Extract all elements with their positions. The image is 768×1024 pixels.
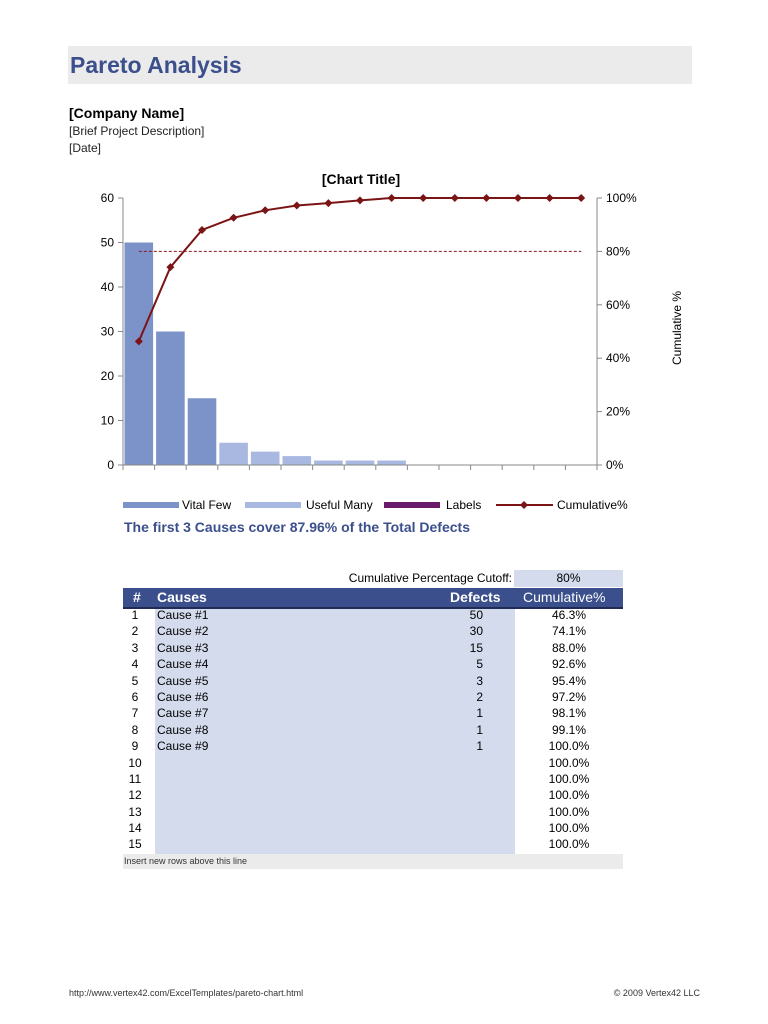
table-row bbox=[123, 673, 623, 689]
cumulative-cell: 100.0% bbox=[548, 837, 590, 852]
cutoff-label: Cumulative Percentage Cutoff: bbox=[348, 571, 512, 585]
table-row bbox=[123, 804, 623, 820]
header-num: # bbox=[133, 589, 141, 605]
legend-swatch bbox=[245, 502, 301, 508]
legend-label: Vital Few bbox=[182, 498, 232, 512]
y-tick-label: 0 bbox=[107, 458, 114, 472]
vital-few-bar bbox=[156, 332, 185, 466]
table-row bbox=[123, 820, 623, 836]
cumulative-cell: 95.4% bbox=[551, 673, 587, 688]
useful-many-bar bbox=[346, 461, 375, 465]
table-row bbox=[123, 689, 623, 705]
cumulative-point bbox=[419, 194, 427, 202]
cumulative-cell: 92.6% bbox=[551, 657, 587, 672]
defects-cell[interactable]: 15 bbox=[469, 640, 483, 655]
page-title: Pareto Analysis bbox=[70, 52, 242, 78]
cumulative-cell: 100.0% bbox=[548, 788, 590, 803]
cumulative-point bbox=[482, 194, 490, 202]
cutoff-value-cell[interactable]: 80% bbox=[514, 570, 623, 587]
cumulative-point bbox=[388, 194, 396, 202]
useful-many-bar bbox=[377, 461, 406, 465]
row-number: 8 bbox=[131, 722, 139, 737]
table-row bbox=[123, 623, 623, 639]
cumulative-point bbox=[356, 196, 364, 204]
defects-cell[interactable]: 2 bbox=[476, 689, 483, 704]
y2-axis-label: Cumulative % bbox=[670, 290, 684, 366]
defects-cell[interactable]: 1 bbox=[476, 706, 483, 721]
footer-copyright: © 2009 Vertex42 LLC bbox=[613, 988, 700, 998]
legend-label: Labels bbox=[446, 498, 482, 512]
vital-few-bar bbox=[188, 398, 217, 465]
legend-swatch bbox=[384, 502, 440, 508]
header-cumulative: Cumulative% bbox=[523, 589, 606, 605]
row-number: 9 bbox=[131, 739, 139, 754]
legend-swatch bbox=[123, 502, 179, 508]
useful-many-bar bbox=[251, 452, 280, 465]
insert-note-text: Insert new rows above this line bbox=[124, 856, 248, 866]
row-number: 15 bbox=[128, 837, 142, 852]
summary-text: The first 3 Causes cover 87.96% of the Total Defects bbox=[124, 519, 470, 535]
data-table bbox=[123, 607, 623, 853]
legend-label: Useful Many bbox=[306, 498, 373, 512]
insert-note bbox=[123, 854, 623, 869]
cumulative-point bbox=[293, 201, 301, 209]
y2-tick-label: 100% bbox=[606, 191, 637, 205]
chart-title: [Chart Title] bbox=[321, 171, 401, 187]
table-row bbox=[123, 607, 623, 623]
row-number: 14 bbox=[128, 821, 142, 836]
cumulative-cell: 98.1% bbox=[551, 706, 587, 721]
row-number: 5 bbox=[131, 673, 139, 688]
table-row bbox=[123, 656, 623, 672]
cumulative-cell: 100.0% bbox=[548, 771, 590, 786]
table-row bbox=[123, 738, 623, 754]
y-tick-label: 30 bbox=[100, 324, 114, 339]
y-tick-label: 60 bbox=[100, 191, 114, 205]
table-header bbox=[123, 588, 623, 607]
cause-cell[interactable]: Cause #4 bbox=[157, 657, 209, 672]
defects-cell[interactable]: 1 bbox=[476, 739, 483, 754]
row-number: 2 bbox=[131, 624, 139, 639]
cumulative-cell: 100.0% bbox=[548, 755, 590, 770]
cumulative-point bbox=[451, 194, 459, 202]
footer-url[interactable]: http://www.vertex42.com/ExcelTemplates/pareto-chart.html bbox=[69, 988, 304, 998]
y2-tick-label: 40% bbox=[606, 351, 631, 366]
legend-label: Cumulative% bbox=[557, 498, 628, 512]
y-tick-label: 50 bbox=[100, 235, 114, 250]
header-causes: Causes bbox=[157, 589, 207, 605]
cumulative-cell: 74.1% bbox=[551, 624, 587, 639]
cumulative-cell: 100.0% bbox=[548, 739, 590, 754]
cause-cell[interactable]: Cause #7 bbox=[157, 706, 209, 721]
useful-many-bar bbox=[283, 456, 312, 465]
legend-marker bbox=[520, 501, 528, 509]
row-number: 10 bbox=[128, 755, 142, 770]
y-tick-label: 40 bbox=[100, 280, 114, 294]
row-number: 1 bbox=[131, 608, 139, 622]
cumulative-cell: 97.2% bbox=[551, 689, 587, 704]
row-number: 7 bbox=[131, 706, 139, 721]
defects-cell[interactable]: 1 bbox=[476, 722, 483, 737]
cumulative-cell: 100.0% bbox=[548, 804, 590, 819]
vital-few-bar bbox=[125, 243, 154, 466]
cumulative-point bbox=[546, 194, 554, 202]
y2-tick-label: 0% bbox=[606, 458, 624, 472]
table-row bbox=[123, 722, 623, 738]
defects-cell[interactable]: 5 bbox=[476, 657, 483, 672]
useful-many-bar bbox=[219, 443, 248, 465]
cumulative-point bbox=[230, 214, 238, 222]
cumulative-cell: 100.0% bbox=[548, 821, 590, 836]
row-number: 3 bbox=[131, 640, 139, 655]
y-tick-label: 20 bbox=[100, 369, 114, 383]
row-number: 4 bbox=[131, 657, 139, 672]
y2-tick-label: 20% bbox=[606, 404, 631, 419]
row-number: 11 bbox=[128, 771, 142, 786]
defects-cell[interactable]: 30 bbox=[469, 624, 483, 639]
project-description[interactable]: [Brief Project Description] bbox=[69, 124, 205, 138]
row-number: 12 bbox=[128, 788, 142, 803]
cause-cell[interactable]: Cause #2 bbox=[157, 624, 209, 639]
cause-cell[interactable]: Cause #3 bbox=[157, 640, 209, 655]
cumulative-cell: 88.0% bbox=[551, 640, 587, 655]
table-row bbox=[123, 640, 623, 656]
cumulative-point bbox=[324, 199, 332, 207]
cause-cell[interactable]: Cause #5 bbox=[157, 673, 209, 688]
table-row bbox=[123, 836, 623, 852]
cumulative-point bbox=[514, 194, 522, 202]
project-date[interactable]: [Date] bbox=[69, 141, 102, 155]
defects-cell[interactable]: 3 bbox=[476, 673, 483, 688]
cause-cell[interactable]: Cause #8 bbox=[157, 722, 209, 737]
y2-tick-label: 80% bbox=[606, 244, 631, 259]
table-row bbox=[123, 705, 623, 721]
company-name[interactable]: [Company Name] bbox=[69, 105, 185, 121]
cumulative-point bbox=[577, 194, 585, 202]
cumulative-cell: 99.1% bbox=[551, 722, 587, 737]
header-defects: Defects bbox=[450, 589, 501, 605]
cumulative-point bbox=[261, 206, 269, 214]
y2-tick-label: 60% bbox=[606, 297, 631, 312]
defects-cell[interactable]: 50 bbox=[469, 608, 483, 622]
useful-many-bar bbox=[314, 461, 343, 465]
cause-cell[interactable]: Cause #6 bbox=[157, 689, 209, 704]
row-number: 6 bbox=[131, 689, 139, 704]
cause-cell[interactable]: Cause #1 bbox=[157, 608, 209, 622]
cause-cell[interactable]: Cause #9 bbox=[157, 739, 209, 754]
table-row bbox=[123, 755, 623, 771]
row-number: 13 bbox=[128, 804, 142, 819]
y-tick-label: 10 bbox=[100, 413, 114, 428]
table-row bbox=[123, 771, 623, 787]
table-row bbox=[123, 787, 623, 803]
cumulative-line bbox=[139, 198, 581, 341]
cumulative-cell: 46.3% bbox=[551, 608, 587, 622]
